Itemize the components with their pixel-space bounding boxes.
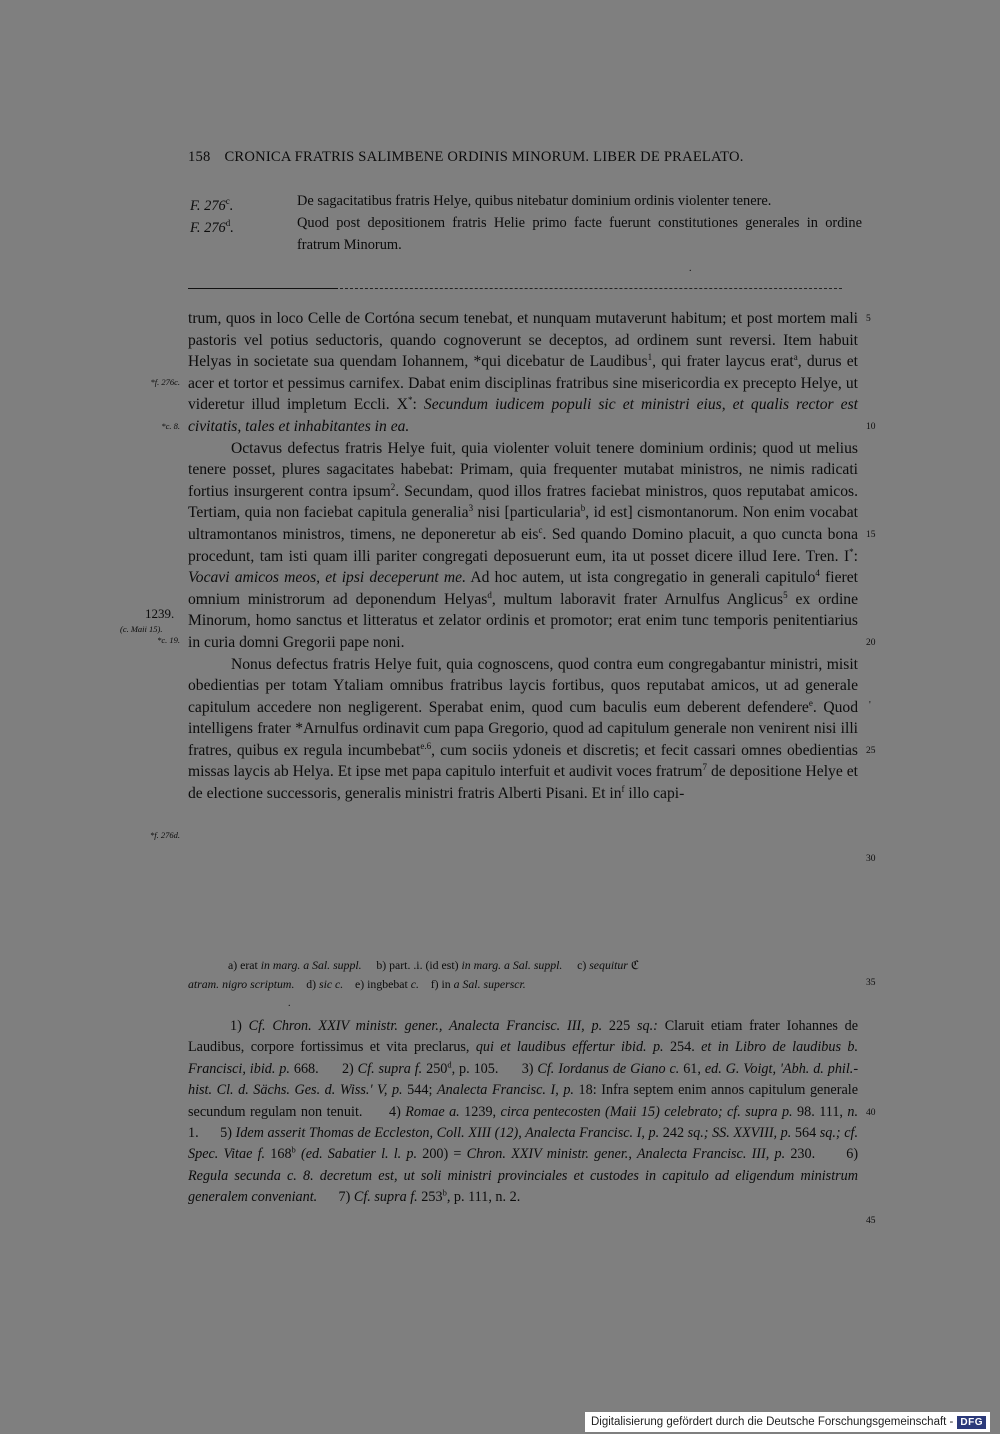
page-number: 158 bbox=[188, 149, 211, 165]
footnotes bbox=[188, 1016, 858, 1209]
running-header bbox=[188, 149, 848, 166]
line-number: 20 bbox=[866, 638, 876, 648]
summary-text: Quod post depositionem fratris Helie primo facte fuerunt constitutiones generales in ordine fratrum Minorum. bbox=[297, 215, 862, 253]
line-number: 10 bbox=[866, 422, 876, 432]
line-number: 45 bbox=[866, 1216, 876, 1226]
main-text bbox=[188, 308, 858, 805]
stray-mark: . bbox=[689, 263, 692, 274]
dfg-logo-icon: DFG bbox=[957, 1416, 986, 1429]
summary-entry bbox=[190, 190, 862, 212]
folio-reference: F. 276$^d$. bbox=[190, 218, 234, 236]
summary-text: De sagacitatibus fratris Helye, quibus nitebatur dominium ordinis violenter tenere. bbox=[297, 193, 772, 209]
line-number: 40 bbox=[866, 1108, 876, 1118]
critical-apparatus bbox=[188, 956, 860, 994]
funding-notice bbox=[585, 1412, 990, 1432]
quotation: Secundum iudicem populi sic et ministri eius, et qualis rector est civitatis, tales et inhabitantes in ea. bbox=[188, 396, 858, 435]
paragraph: Nonus defectus fratris Helye fuit, quia cognoscens, quod contra eum congregabantur ministri, misit obedientias per totam Ytaliam omnibus fratribus laycis fortibus, quos reputabat amicos, ut ad generale capitulum accedere non negligerent. Sperabat enim, quod cum baculis eum deberent defendere$^e$. Quod intelligens frater *Arnulfus ordinavit cum papa Gregorio, quod ad capitulum generale non venirent nisi illi fratres, quibus ex regula incumbebat$^{e.6}$, cum sociis ydoneis et discretis; et fecit cassari omnes obedientias missas laycis ab Helya. Et ipse met papa capitulo interfuit et audivit voces fratrum$^7$ de depositione Helye et de electione successoris, generalis ministri fratris Alberti Pisani. Et $in^f$ illo capi- bbox=[188, 655, 858, 803]
folio-reference: F. 276$^c$. bbox=[190, 196, 234, 214]
summary-entry bbox=[190, 212, 862, 256]
running-title: CRONICA FRATRIS SALIMBENE ORDINIS MINORUM. LIBER DE PRAELATO. bbox=[224, 149, 744, 165]
chapter-marker: *c. 8. bbox=[161, 421, 180, 431]
paragraph: trum, quos in loco Celle de Cortóna secum tenebat, et nunquam mutaverunt habitum; et post mortem mali pastoris vel potius seductoris, quando cognoverunt se deceptos, ad ordinem sunt reversi. Item habuit Helyas in societate sua quendam Iohannem, *qui dicebatur de Laudibus$^1$, qui frater laycus erat$^a$, durus et acer et tortor et pessimus carnifex. Dabat enim disciplinas fratribus sine misericordia ex precepto Helye, ut videretur illud impletum Eccli. X*: Secundum iudicem populi sic et ministri eius, et qualis rector est civitatis, tales et inhabitantes in ea. bbox=[188, 310, 858, 435]
paragraph: Octavus defectus fratris Helye fuit, quia violenter voluit tenere dominium ordinis; quod ut melius tenere posset, plures sagacitates habebat: Primam, quia frequenter mutabat ministros, ne nimis radicati fortius insurgerent contra ipsum$^2$. Secundam, quod illos fratres faciebat ministros, quos reputabat amicos. Tertiam, quia non faciebat capitula generalia$^3$ nisi [particularia$^b$, id est] cismontanorum. Non enim vocabat ultramontanos ministros, timens, ne deponeretur ab eis$^c$. Sed quando Domino placuit, a quo cuncta bona procedunt, tam isti quam illi pariter congregati deposuerunt eum, ita ut posset dicere illud Iere. Tren. I*: Vocavi amicos meos, et ipsi deceperunt me. Ad hoc autem, ut ista congregatio in generali capitulo$^4$ fieret omnium ministrorum ad deponendum Helyas$^d$, multum laboravit frater Arnulfus Anglicus$^5$ ex ordine Minorum, homo sanctus et litteratus et zelator ordinis et promotor; erat enim tunc temporis penitentiarius in curia domni Gregorii pape noni. bbox=[188, 439, 859, 651]
footnote-block: 1) Cf. Chron. XXIV ministr. gener., Analecta Francisc. III, p. 225 sq.: Claruit etiam frater Iohannes de Laudibus, corpore fortissimus et vita preclarus, qui et laudibus effertur ibid. p. 254. et in Libro de laudibus b. Francisci, ibid. p. 668. 2) Cf. supra f. 250$^d$, p. 105. 3) Cf. Iordanus de Giano c. 61, ed. G. Voigt, 'Abh. d. phil.-hist. Cl. d. Sächs. Ges. d. Wiss.' V, p. 544; Analecta Francisc. I, p. 18: Infra septem enim annos capitulum generale secundum regulam non tenuit. 4) Romae a. 1239, circa pentecosten (Maii 15) celebrato; cf. supra p. 98. 111, n. 1. 5) Idem asserit Thomas de Eccleston, Coll. XIII (12), Analecta Francisc. I, p. 242 sq.; SS. XXVIII, p. 564 sq.; cf. Spec. Vitae f. 168$^b$ (ed. Sabatier l. l. p. 200) = Chron. XXIV ministr. gener., Analecta Francisc. III, p. 230. 6) Regula secunda c. 8. decretum est, ut soli ministri provinciales et custodes in capitulo ad eligendum ministrum generalem conveniant. 7) Cf. supra f. 253$^b$, p. 111, n. 2. bbox=[188, 1018, 859, 1206]
folio-marker: *f. 276d. bbox=[150, 830, 180, 840]
year-marker: 1239. bbox=[145, 606, 175, 621]
apparatus-line: a) erat in marg. a Sal. suppl. b) part. .i. (id est) in marg. a Sal. suppl. c) sequitur ℭ bbox=[228, 958, 640, 972]
line-number: 15 bbox=[866, 530, 876, 540]
apparatus-line: atram. nigro scriptum. d) sic c. e) ingbebat c. f) in a Sal. superscr. bbox=[188, 977, 526, 991]
line-number: 30 bbox=[866, 854, 876, 864]
separator-rule-dashed bbox=[340, 288, 842, 289]
stray-mark: . bbox=[288, 998, 291, 1009]
line-number: 35 bbox=[866, 978, 876, 988]
line-number: 5 bbox=[866, 314, 871, 324]
date-note: (c. Maii 15). bbox=[120, 624, 163, 634]
folio-marker: *f. 276c. bbox=[150, 377, 180, 387]
line-number: 25 bbox=[866, 746, 876, 756]
funding-text: Digitalisierung gefördert durch die Deutsche Forschungsgemeinschaft - bbox=[590, 1416, 954, 1428]
chapter-marker: *c. 19. bbox=[157, 635, 180, 645]
chapter-summaries bbox=[190, 190, 862, 256]
separator-rule bbox=[188, 288, 338, 289]
stray-mark: ' bbox=[869, 700, 871, 711]
quotation: Vocavi amicos meos, et ipsi deceperunt me. bbox=[188, 569, 466, 587]
